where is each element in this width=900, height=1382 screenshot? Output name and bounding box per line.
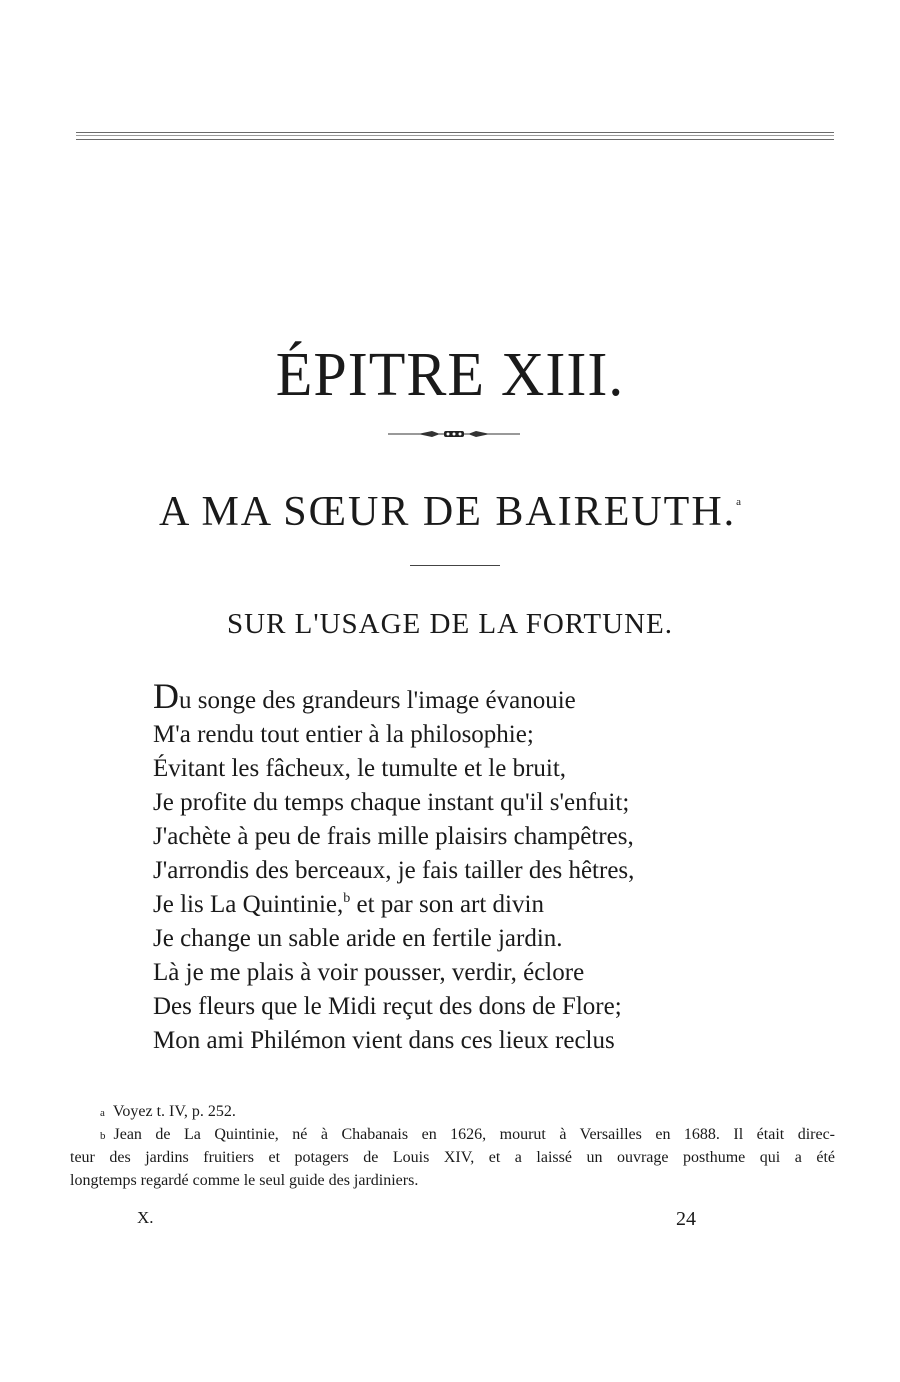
poem-line: Je change un sable aride en fertile jardin. [153,925,563,952]
ornament-divider-icon [388,426,520,442]
page-number: 24 [676,1208,696,1230]
footnote-ref-a: a [736,496,742,508]
footnote-mark: a [100,1107,105,1119]
footnotes [70,1100,835,1192]
poem-line-text: Je lis La Quintinie, [153,891,344,918]
footnote-b-line: teur des jardins fruitiers et potagers de Louis XIV, et a laissé un ouvrage posthume qui a été [70,1149,835,1166]
dedication-text: A MA SŒUR DE BAIREUTH. [158,489,737,535]
short-divider [410,565,500,566]
footnote-text: Voyez t. IV, p. 252. [112,1103,236,1120]
poem-line: Mon ami Philémon vient dans ces lieux reclus [153,1027,615,1054]
poem-body [153,676,773,1058]
top-double-rule [76,132,834,140]
poem-line: Des fleurs que le Midi reçut des dons de Flore; [153,993,622,1020]
footnote-ref-b: b [343,891,351,906]
poem-line [153,888,773,922]
signature-mark: X. [137,1208,154,1227]
drop-cap: D [153,676,179,716]
footnote-mark: b [100,1130,106,1142]
section-heading: SUR L'USAGE DE LA FORTUNE. [227,608,673,640]
poem-line: Je profite du temps chaque instant qu'il s'enfuit; [153,789,630,816]
footnote-b-line: longtemps regardé comme le seul guide des jardiniers. [70,1172,419,1189]
footnote-b-line [70,1123,835,1146]
poem-line: M'a rendu tout entier à la philosophie; [153,721,534,748]
poem-line: Évitant les fâcheux, le tumulte et le bruit, [153,755,567,782]
page-title: ÉPITRE XIII. [275,339,625,409]
poem-line-text: u songe des grandeurs l'image évanouie [179,687,576,714]
dedication-title [0,488,900,536]
poem-line: J'arrondis des berceaux, je fais tailler des hêtres, [153,857,635,884]
poem-line: J'achète à peu de frais mille plaisirs champêtres, [153,823,634,850]
footnote-a [70,1100,835,1123]
poem-line [153,676,773,718]
footnote-text: Jean de La Quintinie, né à Chabanais en 1626, mourut à Versailles en 1688. Il était direc- [113,1126,835,1143]
poem-line: Là je me plais à voir pousser, verdir, éclore [153,959,585,986]
poem-line-text: et par son art divin [350,891,544,918]
